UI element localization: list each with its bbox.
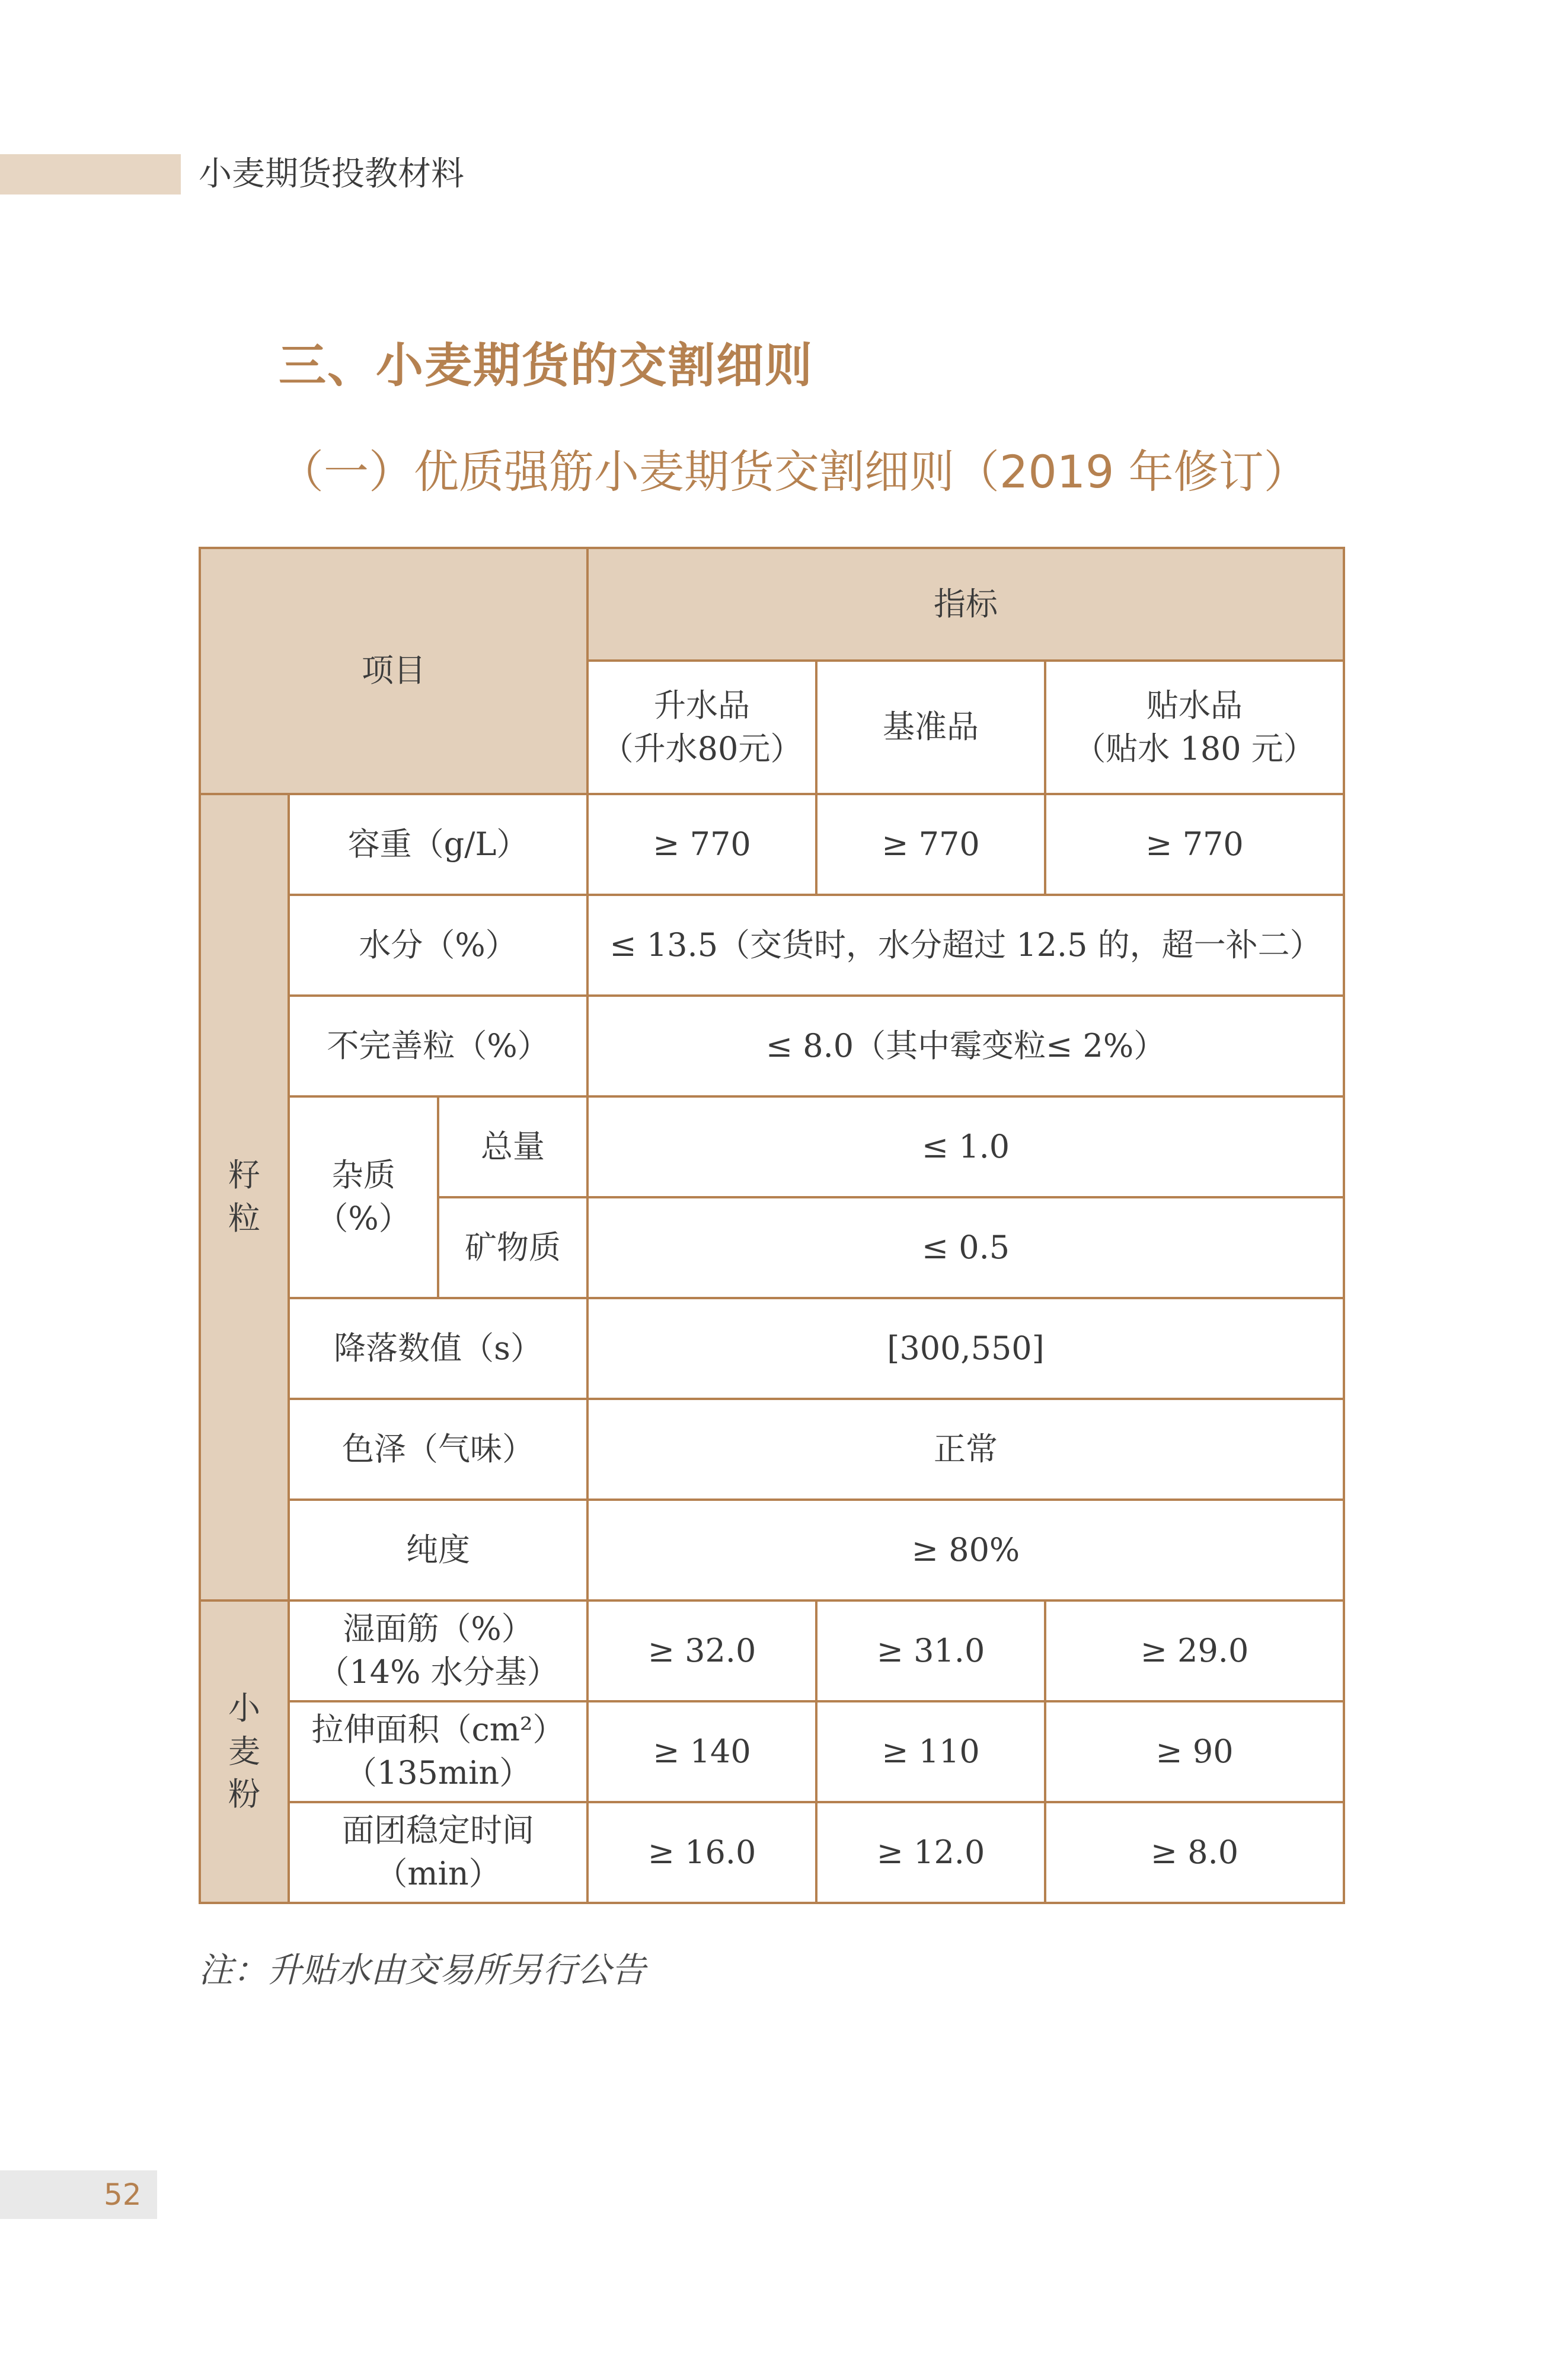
table-row (200, 895, 1344, 996)
moisture-value: ≤ 13.5（交货时，水分超过 12.5 的，超一补二） (587, 895, 1344, 996)
wet-gluten-discount: ≥ 29.0 (1045, 1600, 1344, 1701)
wet-gluten-standard: ≥ 31.0 (816, 1600, 1045, 1701)
wet-gluten-label-line1: 湿面筋（%） (343, 1610, 534, 1648)
color-odor-label: 色泽（气味） (289, 1399, 587, 1500)
header-discount-cell (1045, 661, 1344, 794)
header-premium-cell (587, 661, 816, 794)
imperfect-value: ≤ 8.0（其中霉变粒≤ 2%） (587, 996, 1344, 1096)
header-item-cell: 项目 (200, 548, 587, 794)
grain-group-label: 籽粒 (228, 1156, 260, 1237)
impurity-mineral-value: ≤ 0.5 (587, 1197, 1344, 1298)
header-standard-cell: 基准品 (816, 661, 1045, 794)
purity-label: 纯度 (289, 1500, 587, 1600)
impurity-mineral-label: 矿物质 (438, 1197, 587, 1298)
test-weight-standard: ≥ 770 (816, 794, 1045, 895)
stretch-area-premium: ≥ 140 (587, 1701, 816, 1802)
stretch-area-label-line2: （135min） (344, 1754, 532, 1791)
test-weight-label: 容重（g/L） (289, 794, 587, 895)
table-header-row (200, 548, 1344, 661)
footnote: 注：升贴水由交易所另行公告 (199, 1950, 646, 1990)
table-row (200, 1701, 1344, 1802)
flour-group-cell (200, 1600, 289, 1903)
stability-time-standard: ≥ 12.0 (816, 1802, 1045, 1903)
grain-group-cell (200, 794, 289, 1600)
table-row (200, 1600, 1344, 1701)
test-weight-discount: ≥ 770 (1045, 794, 1344, 895)
sub-title: （一）优质强筋小麦期货交割细则（2019 年修订） (279, 445, 1309, 498)
falling-number-label: 降落数值（s） (289, 1298, 587, 1399)
stability-time-premium: ≥ 16.0 (587, 1802, 816, 1903)
wet-gluten-label (289, 1600, 587, 1701)
table-row (200, 1802, 1344, 1903)
page-number: 52 (104, 2177, 142, 2212)
header-indicator-cell: 指标 (587, 548, 1344, 661)
wet-gluten-label-line2: （14% 水分基） (317, 1653, 559, 1691)
discount-note: （贴水 180 元） (1074, 729, 1315, 767)
discount-label: 贴水品 (1147, 686, 1243, 724)
table-row (200, 1298, 1344, 1399)
stretch-area-discount: ≥ 90 (1045, 1701, 1344, 1802)
purity-value: ≥ 80% (587, 1500, 1344, 1600)
flour-group-label: 小麦粉 (228, 1689, 260, 1813)
falling-number-value: [300,550] (587, 1298, 1344, 1399)
impurity-total-label: 总量 (438, 1096, 587, 1197)
stretch-area-label-line1: 拉伸面积（cm²） (311, 1711, 565, 1749)
delivery-spec-table (199, 547, 1345, 1904)
imperfect-label: 不完善粒（%） (289, 996, 587, 1096)
impurity-total-value: ≤ 1.0 (587, 1096, 1344, 1197)
table-row (200, 794, 1344, 895)
premium-note: （升水80元） (601, 729, 803, 767)
color-odor-value: 正常 (587, 1399, 1344, 1500)
stretch-area-standard: ≥ 110 (816, 1701, 1045, 1802)
test-weight-premium: ≥ 770 (587, 794, 816, 895)
stretch-area-label (289, 1701, 587, 1802)
table-row (200, 1399, 1344, 1500)
table-row (200, 1096, 1344, 1197)
table-row (200, 996, 1344, 1096)
stability-time-label-line1: 面团稳定时间 (342, 1812, 534, 1850)
wet-gluten-premium: ≥ 32.0 (587, 1600, 816, 1701)
stability-time-discount: ≥ 8.0 (1045, 1802, 1344, 1903)
section-title: 三、小麦期货的交割细则 (279, 337, 813, 393)
premium-label: 升水品 (654, 686, 751, 724)
header-accent-bar (0, 154, 181, 195)
stability-time-label (289, 1802, 587, 1903)
stability-time-label-line2: （min） (375, 1855, 501, 1892)
table-row (200, 1500, 1344, 1600)
header-title: 小麦期货投教材料 (199, 155, 464, 193)
moisture-label: 水分（%） (289, 895, 587, 996)
impurity-label: 杂质（%） (289, 1096, 438, 1298)
